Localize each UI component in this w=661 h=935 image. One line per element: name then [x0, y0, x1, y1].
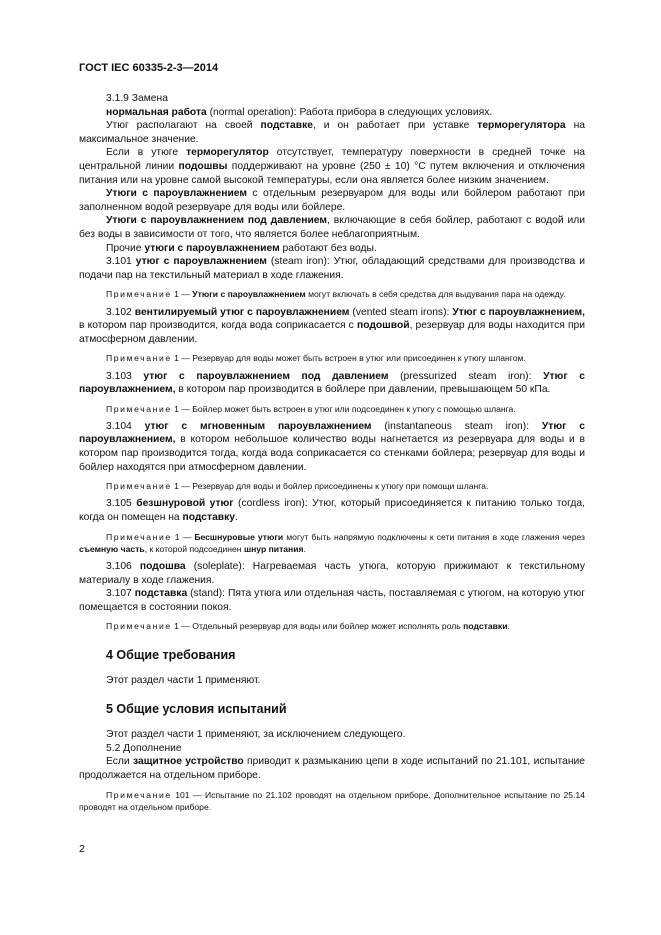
page-number: 2 — [79, 843, 85, 855]
note-3-104: Примечание 1 — Резервуар для воды и бойлер присоединены к утюгу при помощи шланга. — [106, 481, 489, 492]
clause-5-2-title: 5.2 Дополнение — [106, 742, 182, 754]
definition-3-102: 3.102 вентилируемый утюг с пароувлажнением (vented steam irons): Утюг с пароувлажнением, в котором пар производится, когда вода соприкасается с подошвой, резервуар для воды находится при атмосферном давлении. — [79, 306, 586, 345]
note-3-103: Примечание 1 — Бойлер может быть встроен в утюг или подсоединен к утюгу с помощью шланга. — [106, 403, 516, 414]
note-3-107: Примечание 1 — Отдельный резервуар для воды или бойлер может исполнять роль подставки. — [106, 621, 510, 632]
definition-3-107: 3.107 подставка (stand): Пята утюга или отдельная часть, поставляемая с утюгом, на которую утюг помещается в состоянии покоя. — [79, 588, 585, 613]
paragraph-steam-irons: Утюги с пароувлажнением с отдельным резервуаром для воды или бойлером работают при заполненном водой резервуаре для воды или бойлере. — [79, 188, 585, 213]
paragraph-no-thermostat: Если в утюге терморегулятор отсутствует, температуру поверхности в средней точке на центральной линии подошвы поддерживают на уровне (250 ± 10) °С путем включения и отключения питания или на уровне самой высокой температуры, если она является более низким значением. — [79, 147, 585, 186]
note-3-101: Примечание 1 — Утюги с пароувлажнением могут включать в себя средства для выдувания пара на одежду. — [106, 289, 566, 300]
paragraph-pressurized-irons: Утюги с пароувлажнением под давлением, включающие в себя бойлер, работают с водой или без воды в зависимости от того, что является более неблагоприятным. — [79, 215, 585, 240]
note-3-105: Примечание 1 — Бесшнуровые утюги могут быть напрямую подключены к сети питания в ходе глажения через съемную часть, к которой подсоединен шнур питания. — [79, 531, 586, 554]
document-code-header: ГОСТ IEC 60335-2-3—2014 — [79, 62, 219, 74]
definition-normal-operation: нормальная работа (normal operation): Работа прибора в следующих условиях. — [106, 106, 493, 118]
paragraph-other-irons: Прочие утюги с пароувлажнением работают без воды. — [106, 242, 377, 254]
section-5-heading: 5 Общие условия испытаний — [106, 702, 287, 717]
page-content — [79, 92, 585, 818]
definition-3-106: 3.106 подошва (soleplate): Нагреваемая часть утюга, которую прижимают к текстильному материалу в ходе глажения. — [79, 561, 585, 586]
section-4-text: Этот раздел части 1 применяют. — [106, 674, 261, 686]
definition-3-104: 3.104 утюг с мгновенным пароувлажнением (instantaneous steam iron): Утюг с пароувлажнением, в котором небольшое количество воды нагнетается из резервуара для воды и в котором пар производится тогда, когда вода соприкасается со стенками бойлера; резервуар для воды и бойлер находятся при атмосферном давлении. — [79, 420, 585, 473]
definition-3-103: 3.103 утюг с пароувлажнением под давлением (pressurized steam iron): Утюг с пароувлажнением, в котором пар производится в бойлере при давлении, превышающем 50 кПа. — [79, 370, 585, 396]
note-3-102: Примечание 1 — Резервуар для воды может быть встроен в утюг или присоединен к утюгу шлангом. — [106, 353, 526, 364]
paragraph-protective-device: Если защитное устройство приводит к размыканию цепи в ходе испытаний по 21.101, испытание продолжается на отдельном приборе. — [79, 756, 585, 782]
section-4-heading: 4 Общие требования — [106, 647, 236, 662]
definition-3-105: 3.105 безшнуровой утюг (cordless iron): Утюг, который присоединяется к питанию только тогда, когда он помещен на подставку. — [79, 498, 585, 524]
definition-3-101: 3.101 утюг с пароувлажнением (steam iron): Утюг, обладающий средствами для производства и подачи пар на текстильный материал в ходе глажения. — [79, 256, 585, 281]
clause-3-1-9-title: 3.1.9 Замена — [106, 93, 168, 104]
note-101: Примечание 101 — Испытание по 21.102 проводят на отдельном приборе. Дополнительное испытание по 25.14 проводят на отдельном приборе. — [79, 789, 585, 812]
section-5-text: Этот раздел части 1 применяют, за исключением следующего. — [106, 729, 406, 741]
paragraph-iron-stand: Утюг располагают на своей подставке, и он работает при уставке терморегулятора на максимальное значение. — [79, 120, 585, 145]
